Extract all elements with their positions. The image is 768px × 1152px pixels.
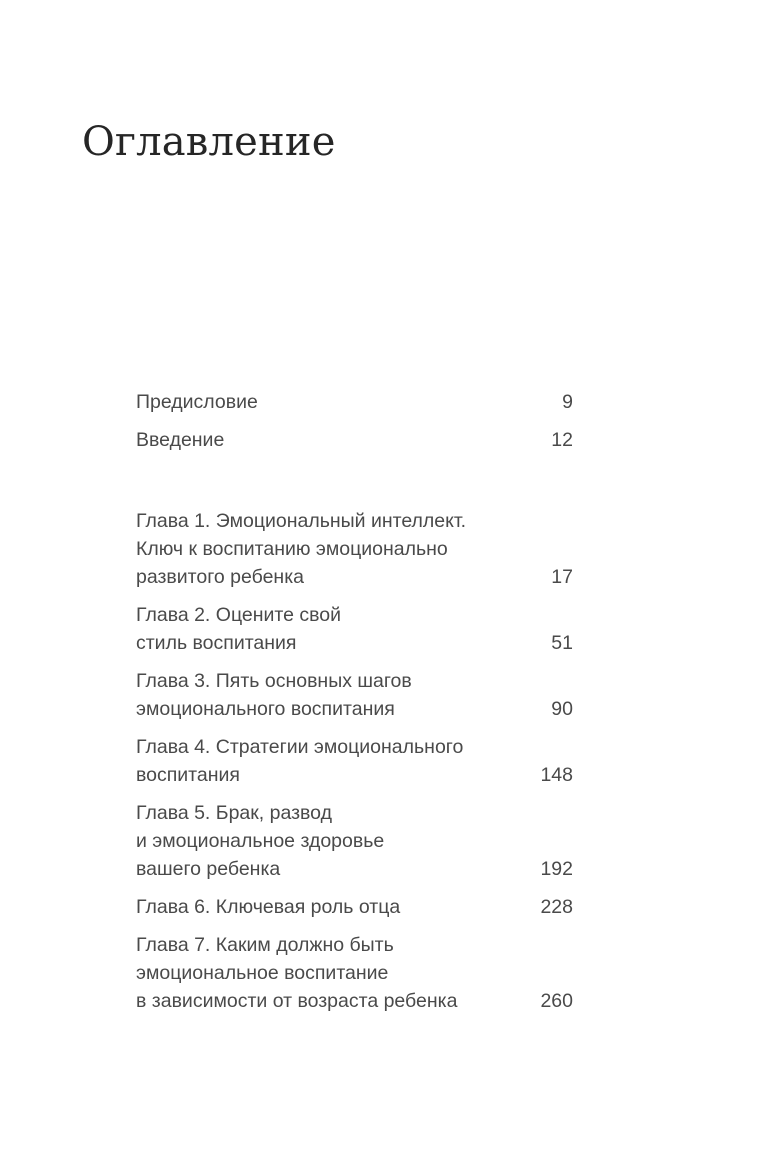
toc-entry-title: Предисловие <box>136 391 258 413</box>
toc-entry-title-line: Глава 1. Эмоциональный интеллект. <box>136 510 467 532</box>
toc-entry-title-line: Глава 4. Стратегии эмоционального <box>136 736 464 758</box>
toc-entry-page: 17 <box>551 566 573 588</box>
toc-entry-page: 148 <box>540 764 573 786</box>
toc-entry-preface[interactable] <box>136 388 573 416</box>
toc-entry-title <box>136 601 341 657</box>
toc-entry-chapter-7[interactable] <box>136 931 573 1015</box>
toc-entry-introduction[interactable] <box>136 426 573 454</box>
toc-entry-title-line: вашего ребенка <box>136 858 281 880</box>
toc-entry-page: 228 <box>540 896 573 918</box>
chapters-list <box>136 507 573 1025</box>
toc-entry-chapter-6[interactable] <box>136 893 573 921</box>
toc-entry-page: 260 <box>540 990 573 1012</box>
toc-entry-title-line: в зависимости от возраста ребенка <box>136 990 458 1012</box>
toc-entry-page: 192 <box>540 858 573 880</box>
toc-entry-title-line: воспитания <box>136 764 240 786</box>
front-matter-list <box>136 388 573 464</box>
toc-entry-chapter-4[interactable] <box>136 733 573 789</box>
toc-entry-title-line: Ключ к воспитанию эмоционально <box>136 538 448 560</box>
toc-entry-title-line: и эмоциональное здоровье <box>136 830 385 852</box>
toc-entry-title-line: стиль воспитания <box>136 632 297 654</box>
toc-entry-page: 90 <box>551 698 573 720</box>
toc-entry-title <box>136 799 384 883</box>
toc-entry-title <box>136 667 412 723</box>
page-title: Оглавление <box>82 119 336 165</box>
toc-entry-title: Введение <box>136 429 225 451</box>
toc-entry-chapter-3[interactable] <box>136 667 573 723</box>
toc-entry-title <box>136 893 400 921</box>
toc-entry-title-line: Глава 5. Брак, развод <box>136 802 332 824</box>
toc-entry-title <box>136 507 466 591</box>
toc-entry-title-line: развитого ребенка <box>136 566 305 588</box>
toc-entry-title-line: Глава 6. Ключевая роль отца <box>136 896 401 918</box>
toc-entry-title-line: Глава 2. Оцените свой <box>136 604 341 626</box>
toc-entry-title-line: эмоционального воспитания <box>136 698 395 720</box>
toc-entry-title-line: эмоциональное воспитание <box>136 962 389 984</box>
toc-entry-title <box>136 931 457 1015</box>
toc-entry-chapter-5[interactable] <box>136 799 573 883</box>
toc-entry-title-line: Глава 3. Пять основных шагов <box>136 670 412 692</box>
toc-entry-page: 9 <box>562 391 573 413</box>
toc-entry-chapter-1[interactable] <box>136 507 573 591</box>
toc-entry-page: 12 <box>551 429 573 451</box>
toc-entry-page: 51 <box>551 632 573 654</box>
toc-entry-chapter-2[interactable] <box>136 601 573 657</box>
toc-entry-title-line: Глава 7. Каким должно быть <box>136 934 394 956</box>
toc-entry-title <box>136 733 463 789</box>
